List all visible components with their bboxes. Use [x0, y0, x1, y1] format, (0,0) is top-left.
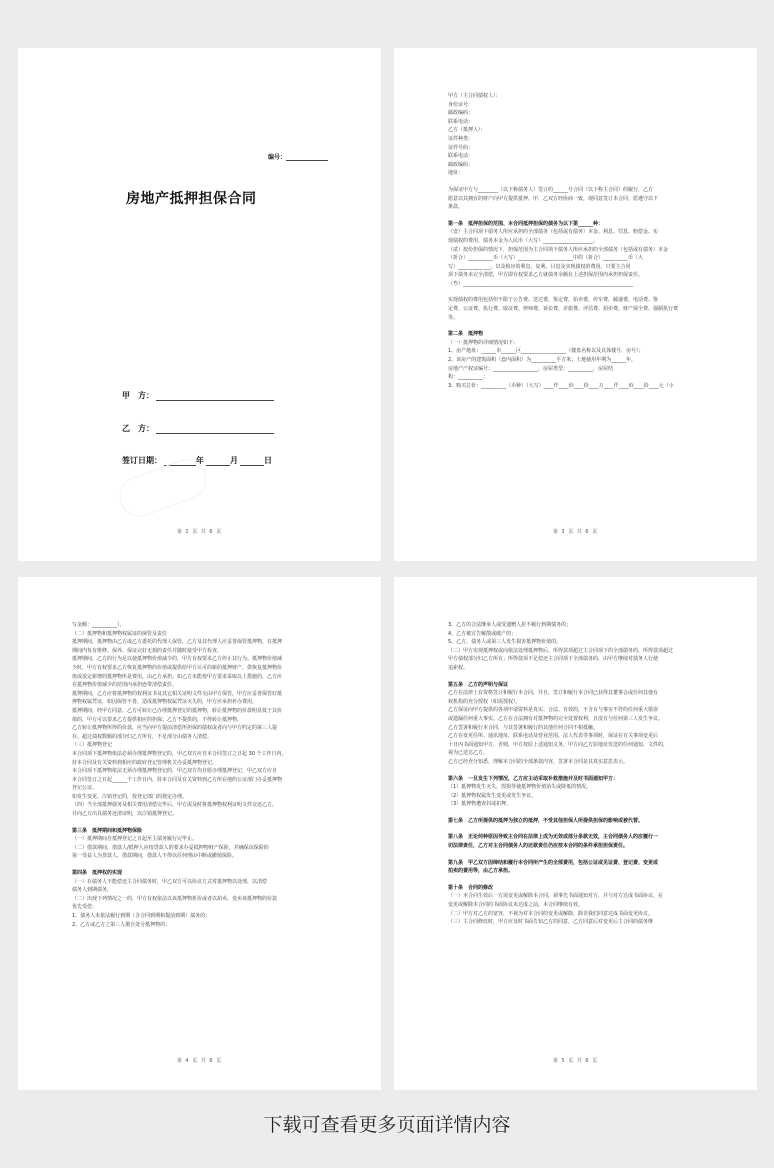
text-line: 债务人到期债务。 [72, 887, 113, 894]
text-line: 优先受偿： [72, 904, 98, 911]
text-line: 写）_____________，以及相应的利息、复利、目息及实现债权的费用。只要主合同 [448, 263, 631, 270]
text-line: 房地产产权证编号：__________________，房屋类型：__________，房屋结 [448, 365, 614, 372]
text-line: 抵押期间，抵押物由乙方或乙方委托的代理人保管，乙方及其代理人应妥善保管抵押物，在抵押 [72, 639, 283, 646]
text-line: 持本合同及有关资料到相应的政府登记管理机关办妥抵押物登记。 [72, 759, 218, 766]
text-line: 变更或解除本合同的书面协议未达成之前，本合同继续有效。 [448, 902, 584, 909]
text-line: 联系电话： [448, 153, 474, 160]
contract-title: 房地产抵押担保合同 [126, 191, 257, 207]
article-1-fees [448, 296, 707, 322]
text-line: （贰）按份担保的情况下，担保范围为主合同项下债务人所应承担的全部债务（包括或有债务）本金 [448, 246, 669, 253]
article-10-title: 第十条 合同的修改 [448, 884, 494, 891]
text-line: 第九条 甲乙双方因缔结和履行本合同所产生的全部费用，包括公证或见证费、登记费、变更或 [448, 859, 659, 866]
text-line: （三）抵押物登记 [72, 742, 113, 749]
page-footer: 第 2 页 共 6 页 [176, 529, 223, 535]
text-line: （壹）主合同项下债务人所应承担的全部债务（包括或有债务）本金、利息、罚息、赔偿金、实 [448, 229, 659, 236]
text-line: 乙方在变更住所、通讯地址、联系电话及营业范围、法人代表等事项时，保证在有关事项变更后 [448, 733, 659, 740]
page-footer: 第 4 页 共 6 页 [176, 1058, 223, 1064]
text-line: 为保证甲方与________（以下称债务人）签订的______号合同（以下称主合同）的履行，乙方 [448, 186, 654, 193]
text-line: （二）抵押物和抵押物权属证的保管及责任 [72, 630, 168, 637]
text-line: （3）抵押物遭查封或扣押。 [448, 801, 512, 808]
sign-date-field: 签订日期： 年 月 日 [122, 456, 272, 465]
text-line: （折合）__________币（大写）______________________中的（折合）__________币（大 [448, 255, 644, 262]
article-1-title: 第一条 抵押担保的范围、本合同抵押担保的债务为以下第______种： [448, 220, 604, 227]
text-line: 3、购买总价：__________（币种）（大写）____仟____佰____拾____万____仟____佰____拾____元（小 [448, 382, 674, 389]
article-2-title: 第二条 抵押物 [448, 331, 484, 338]
text-line: （一）本合同生效后一方需变更或解除本合同，须事先书面通知对方，并与对方达成书面协议，在 [448, 893, 664, 900]
download-more-caption[interactable]: 下载可查看更多页面详情内容 [263, 1114, 511, 1136]
text-line: 项下债务未完全清偿，甲方即有权要求乙方就债务余额在上述担保范围内承担担保责任。 [448, 272, 644, 279]
text-line: 乙方签署和履行本合同，与其签署和履行的其他任何合同不相抵触。 [448, 724, 599, 731]
text-line: 乙方在法律上有资格签订和履行本合同，并且，签订和履行本合同已获得其董事会或任何其他有 [448, 690, 659, 697]
text-line: 乙方（抵押人）： [448, 127, 486, 134]
article-6-body [448, 783, 707, 809]
page-3-body [72, 621, 331, 929]
disposal-section [448, 621, 707, 673]
text-line: （2）抵押物权属发生变更或发生争议。 [448, 792, 537, 799]
text-line: （二）甲方对乙方的宽容，不视为对本合同的变更或解除，除非我们同意达成书面变更协议。 [448, 910, 654, 917]
page-cover [18, 48, 381, 561]
text-line: （四）当全部抵押债务及相关费用清偿完毕后，甲方需及时将抵押物权利证明文件交还乙方， [72, 802, 278, 809]
text-line: 权机构的充分授权（如需授权）。 [448, 698, 521, 705]
text-line: 愿意以其拥有的财产向甲方提供抵押。甲、乙双方经协商一致，现同意签订本合同，愿遵守以下 [448, 195, 659, 202]
intro-paragraph [448, 186, 707, 212]
text-line: 条款。 [448, 204, 464, 211]
text-line: 少时，甲方有权要求乙方恢复抵押物的价值或提供给甲方认可的新的抵押财产，供恢复抵押物价 [72, 664, 283, 671]
party-b-field: 乙 方： [122, 423, 274, 434]
text-line: 本合同项下抵押物依法必须办理抵押物登记的，甲乙双方应自本合同签订之日起 30 个工作日内， [72, 750, 287, 757]
text-line: 追索权。 [448, 664, 469, 671]
article-2-body [448, 339, 707, 391]
text-line: 值或设定新增的抵押物所是费用，由乙方承担。如乙方未能按甲方要求采取以上措施的，乙方应 [72, 673, 283, 680]
article-3-title: 第三条 抵押期间和抵押物保险 [72, 827, 143, 834]
page-footer: 第 3 页 共 6 页 [552, 529, 599, 535]
text-line: 构：__________； [448, 374, 489, 381]
text-line: 抵押期间，经甲方同意，乙方可转让已办理抵押登记的抵押物，转让抵押物的价款明显低于其价 [72, 707, 283, 714]
text-line: 视为已送达乙方。 [448, 750, 489, 757]
text-line: 身份证号： [448, 101, 474, 108]
article-5-body [448, 689, 707, 766]
text-line: （一）抵押物的详细情况如下： [448, 339, 519, 346]
text-line: 等。 [448, 314, 459, 321]
text-line: 甲方债权部分归乙方所有；所得款项不足偿还主合同项下全部债务的，由甲方继续对债务人行使 [448, 656, 659, 663]
text-line: 存。超过债权数额的部分归乙方所有，不足部分由债务人清偿。 [72, 733, 213, 740]
text-line: 登记公证。 [72, 785, 98, 792]
text-line: 乙方保证向甲方提供的各项申请资料是真实、合法、有效的，不含有与事实不符的任何重大错误 [448, 707, 659, 714]
text-line: 如发生变更、注销登记的，按登记部门的规定办理。 [72, 793, 188, 800]
text-line: （二）借款期间，借款人/抵押人应按贷款人的要求办妥抵押物财产保险，并确保该保险的 [72, 844, 269, 851]
article-5-title: 第五条 乙方的声明与保证 [448, 681, 509, 688]
page-2-body [448, 92, 707, 390]
text-line: 3、乙方的合法继承人或受遗赠人拒不履行到期债务的； [448, 622, 572, 628]
article-3-body [72, 835, 331, 861]
article-8 [448, 833, 707, 850]
text-line: 现债权的费用，债务本金为人民币（大写）____________________。 [448, 237, 599, 244]
text-line: 拍卖的费用等，由乙方承担。 [448, 868, 514, 875]
page-4-body [448, 621, 707, 927]
page-footer: 第 5 页 共 6 页 [552, 1058, 599, 1064]
article-6-title: 第六条 一旦发生下列情况，乙方应主动采取补救措施并及时书面通知甲方： [448, 775, 619, 782]
text-line: （一）抵押期间自抵押登记之日起至主债务履行完毕止。 [72, 836, 198, 843]
text-line: 押物权属凭证，如因保管不善，造成抵押物权属凭证灭失的，甲方应承担补办费用。 [72, 699, 258, 706]
text-line: 定费、公证费、执行费、取证费、律师费、诉讼费、差旅费、评估费、拍卖费、财产保全费、强制执行费 [448, 306, 679, 313]
text-line: 联系电话： [448, 118, 474, 125]
text-line: （一）在债务人不能偿还主合同债务时，甲乙双方可以协议方式对抵押物以处理，以清偿 [72, 878, 268, 885]
text-line: 期间内负有维修、保养、保证完好无损的责任并随时接受甲方检查。 [72, 647, 223, 654]
text-line: 甲方（主合同债权人）： [448, 93, 501, 99]
text-line: （三）主合同修改时，甲方应及时书面告知乙方的同意，乙方同意后对变更后主合同的债务继 [448, 919, 654, 926]
text-line: 邮政编码： [448, 110, 474, 117]
text-line: 地址： [448, 170, 464, 177]
party-info-block [448, 92, 707, 178]
text-line: 本合同项下抵押物依法无须办理抵押物登记的，甲乙双方均自愿办理抵押登记，甲乙双方应自 [72, 768, 278, 775]
text-line: 1、债务人未依法履行到期（含合同到期和提前到期）债务的； [72, 913, 211, 919]
text-line: 乙方转让抵押物所得的价款，应当向甲方提前清偿所担保的债权或者向与甲方约定的第三人提 [72, 725, 278, 732]
text-line: （二）出现下列情况之一的，甲方有权依法以该抵押物折价或者以拍卖、变卖该抵押物的价款 [72, 895, 278, 902]
text-line: （叁）____________________________________________________________________ [448, 280, 634, 287]
contract-number-label: 编号： [268, 152, 328, 161]
text-line: 5、乙方、债务人或第三人发生损害抵押物价值的。 [448, 639, 562, 646]
text-line: 4、乙方被宣告解散或破产的； [448, 630, 517, 637]
text-line: 或遗漏任何重大事实。乙方在合法拥有对抵押物的完全处置权利，且没有与任何第三人发生争议。 [448, 715, 664, 722]
text-line: 十日内书面通知甲方，否则，甲方按原上述通知义务，甲方向乙方原地址发送的任何通知、文件的， [448, 741, 669, 748]
text-line: 值的，甲方可以要求乙方提供相应的担保；乙方不提供的，不得转让抵押物。 [72, 716, 243, 723]
text-line: 抵押期间，乙方的行为足以使抵押物价值减少的，甲方有权要求乙方停止其行为。抵押物价值减 [72, 656, 283, 663]
article-4-title: 第四条 抵押权的实现 [72, 870, 123, 877]
text-line: （三）甲方实现抵押权或向依法处理抵押物后，所得款项超过主合同项下的全部债务的，所得款项超过 [448, 647, 674, 654]
text-line: 证件种类： [448, 135, 474, 142]
text-line: 实现债权的费用包括但不限于公告费、送达费、鉴定费、拍卖费、停车费、邮递费、电话费、鉴 [448, 297, 659, 304]
text-line: 抵押期间，乙方应将抵押物的权利证书及其它相关证明文件交由甲方保管，甲方应妥善保管好抵 [72, 690, 283, 697]
text-line: 并向乙方出具债务还清证明，以注销抵押登记。 [72, 811, 178, 818]
article-4-body [72, 878, 331, 930]
text-line: 1、房产地址：______市______区__________________（楼盘名称以及具体楼号、房号）； [448, 348, 644, 355]
text-line: 第八条 无论何种原因导致主合同在法律上成为无效或部分条款无效，主合同债务人的应履行一 [448, 834, 659, 841]
article-9 [448, 859, 707, 876]
text-line: 2、乙方或乙方之第三人擅自处分抵押物的； [72, 921, 171, 928]
page-2 [394, 48, 757, 561]
text-line: 写金额：__________）。 [72, 622, 125, 628]
mortgage-custody-section [72, 621, 331, 819]
text-line: 在抵押物价值减少的范围内承担连带清偿责任。 [72, 682, 178, 689]
page-4 [394, 577, 757, 1090]
article-1-body [448, 228, 707, 288]
text-line: 本合同签订之日起______个工作日内，持本合同及有关资料到乙方所在地的公证部门办妥抵押物 [72, 776, 283, 783]
text-line: 2、该房产的建筑面积（套内面积）为__________平方米；土地使用年期为______年， [448, 357, 637, 364]
article-10-body [448, 892, 707, 926]
party-a-field: 甲 方： [122, 390, 274, 401]
text-line: 第一受益人为贷款人，借款期间，借款人不得以任何理由中断或撤销保险。 [72, 853, 238, 860]
text-line: （1）抵押物发生灭失，毁损等使抵押物价值消失或降低的情况。 [448, 784, 592, 791]
text-line: 切法律责任，乙方对主合同债务人的还款责任仍应按本合同的条件承担担保责任。 [448, 843, 629, 850]
page-3 [18, 577, 381, 1090]
article-7: 第七条 乙方所提供的抵押为独立的抵押，不受其他担保人所提供担保的影响或被代替。 [448, 817, 644, 824]
text-line: 证件号码： [448, 144, 474, 151]
text-line: 邮政编码： [448, 161, 474, 168]
text-line: 乙方已经充分知悉、理解本合同的全部条款内容，签署本合同是其真实意思表示。 [448, 758, 629, 765]
